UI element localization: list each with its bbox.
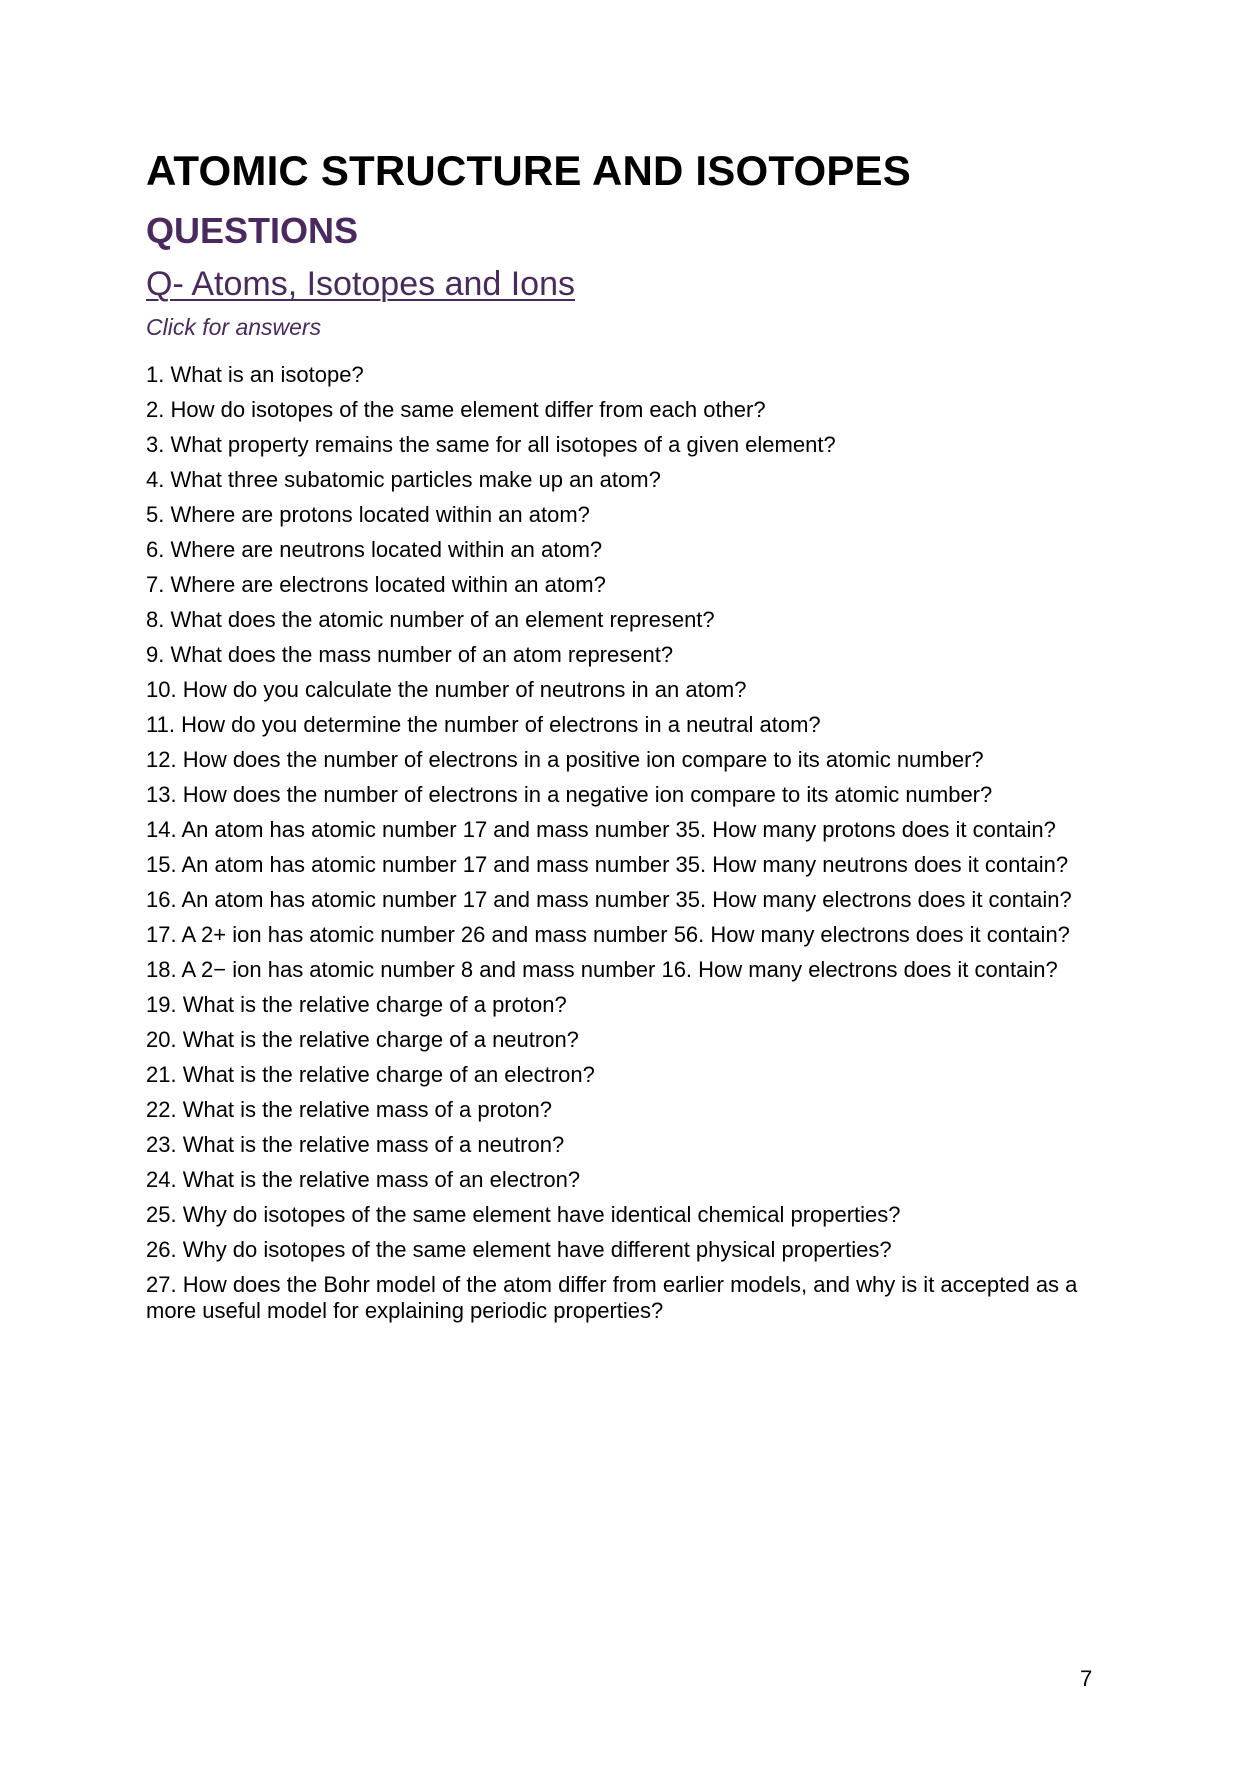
question-item: 18. A 2− ion has atomic number 8 and mass number 16. How many electrons does it contain?	[146, 957, 1058, 982]
subsection-link[interactable]: Q- Atoms, Isotopes and Ions	[146, 265, 576, 303]
question-item: 16. An atom has atomic number 17 and mass number 35. How many electrons does it contain?	[146, 887, 1072, 912]
question-item: 6. Where are neutrons located within an atom?	[146, 537, 603, 562]
question-item: 17. A 2+ ion has atomic number 26 and mass number 56. How many electrons does it contain?	[146, 922, 1070, 947]
question-item: 26. Why do isotopes of the same element have different physical properties?	[146, 1237, 892, 1262]
page-number: 7	[1080, 1666, 1093, 1691]
question-item: 11. How do you determine the number of electrons in a neutral atom?	[146, 712, 821, 737]
section-heading: QUESTIONS	[146, 210, 359, 251]
question-item: 15. An atom has atomic number 17 and mass number 35. How many neutrons does it contain?	[146, 852, 1069, 877]
question-item: 25. Why do isotopes of the same element have identical chemical properties?	[146, 1202, 901, 1227]
question-item: 4. What three subatomic particles make up an atom?	[146, 467, 661, 492]
question-item: 23. What is the relative mass of a neutron?	[146, 1132, 565, 1157]
answers-link[interactable]: Click for answers	[146, 314, 322, 340]
question-item: 8. What does the atomic number of an element represent?	[146, 607, 715, 632]
question-item: 1. What is an isotope?	[146, 362, 364, 387]
document-title: ATOMIC STRUCTURE AND ISOTOPES	[146, 147, 911, 194]
question-item: 27. How does the Bohr model of the atom differ from earlier models, and why is it accepted as a more useful model for explaining periodic properties?	[146, 1272, 1078, 1323]
question-item: 5. Where are protons located within an atom?	[146, 502, 590, 527]
question-item: 2. How do isotopes of the same element differ from each other?	[146, 397, 766, 422]
question-item: 12. How does the number of electrons in a positive ion compare to its atomic number?	[146, 747, 984, 772]
question-item: 19. What is the relative charge of a proton?	[146, 992, 567, 1017]
question-item: 7. Where are electrons located within an atom?	[146, 572, 606, 597]
question-item: 24. What is the relative mass of an electron?	[146, 1167, 581, 1192]
question-item: 20. What is the relative charge of a neutron?	[146, 1027, 579, 1052]
page-content	[146, 142, 1106, 1333]
question-item: 10. How do you calculate the number of neutrons in an atom?	[146, 677, 747, 702]
question-item: 22. What is the relative mass of a proton?	[146, 1097, 552, 1122]
question-item: 3. What property remains the same for all isotopes of a given element?	[146, 432, 836, 457]
question-item: 13. How does the number of electrons in a negative ion compare to its atomic number?	[146, 782, 993, 807]
question-item: 9. What does the mass number of an atom represent?	[146, 642, 674, 667]
question-item: 21. What is the relative charge of an electron?	[146, 1062, 595, 1087]
question-item: 14. An atom has atomic number 17 and mass number 35. How many protons does it contain?	[146, 817, 1056, 842]
question-list	[146, 362, 1106, 1324]
